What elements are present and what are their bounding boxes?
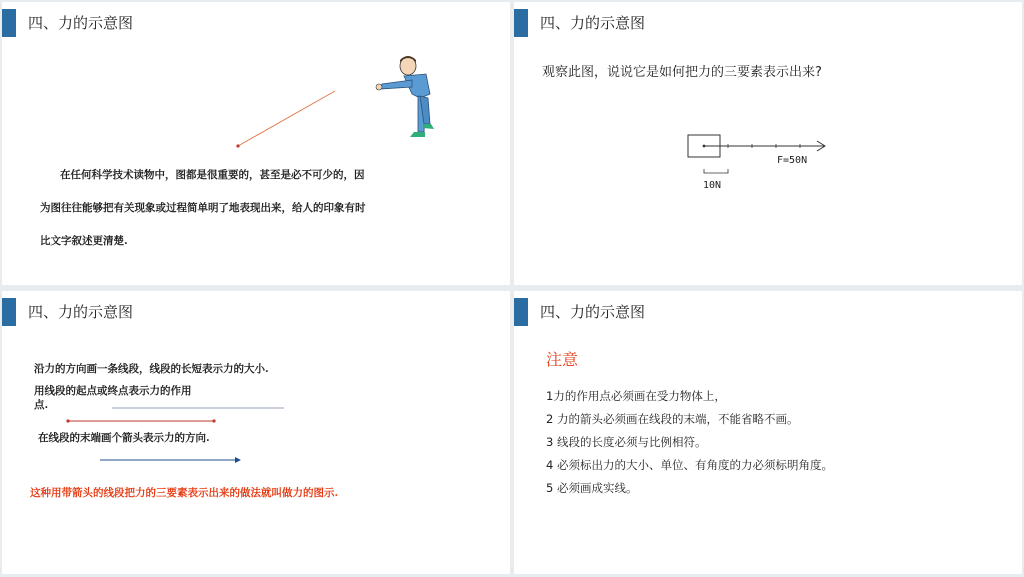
note-item: 1力的作用点必须画在受力物体上， — [546, 389, 726, 403]
slide-title: 四、力的示意图 — [28, 303, 134, 321]
title-accent-bar — [2, 9, 16, 37]
person-pushing-illustration — [368, 54, 448, 144]
note-item: 5 必须画成实线。 — [546, 481, 638, 495]
explanation-line: 用线段的起点或终点表示力的作用 — [34, 385, 192, 397]
note-item: 4 必须标出力的大小、单位、有角度的力必须标明角度。 — [546, 458, 833, 472]
force-line — [232, 87, 342, 152]
note-item: 2 力的箭头必须画在线段的末端，不能省略不画。 — [546, 412, 799, 426]
explanation-line: 沿力的方向画一条线段，线段的长短表示力的大小. — [34, 363, 269, 375]
slide-title: 四、力的示意图 — [540, 14, 646, 32]
paragraph-line: 为图往往能够把有关现象或过程简单明了地表现出来，给人的印象有时 — [40, 202, 366, 214]
slide-3[interactable] — [2, 291, 510, 574]
slide-title: 四、力的示意图 — [540, 303, 646, 321]
note-heading: 注意 — [546, 350, 579, 369]
paragraph-line: 比文字叙述更清楚. — [40, 235, 128, 247]
scale-label: 10N — [703, 180, 722, 191]
explanation-line: 在线段的末端画个箭头表示力的方向. — [38, 432, 210, 444]
title-accent-bar — [514, 9, 528, 37]
slide-1[interactable] — [2, 2, 510, 285]
slide-2[interactable] — [514, 2, 1022, 285]
question-text: 观察此图，说说它是如何把力的三要素表示出来? — [542, 65, 822, 80]
force-label: F=50N — [777, 155, 808, 166]
slide-4[interactable] — [514, 291, 1022, 574]
title-accent-bar — [2, 298, 16, 326]
conclusion-text: 这种用带箭头的线段把力的三要素表示出来的做法就叫做力的图示. — [30, 487, 339, 499]
title-accent-bar — [514, 298, 528, 326]
explanation-line: 点. — [34, 399, 49, 411]
segment-example — [62, 401, 292, 425]
paragraph-line: 在任何科学技术读物中，图都是很重要的，甚至是必不可少的，因 — [60, 169, 365, 181]
slide-title: 四、力的示意图 — [28, 14, 134, 32]
arrow-example — [98, 454, 248, 466]
note-item: 3 线段的长度必须与比例相符。 — [546, 435, 707, 449]
